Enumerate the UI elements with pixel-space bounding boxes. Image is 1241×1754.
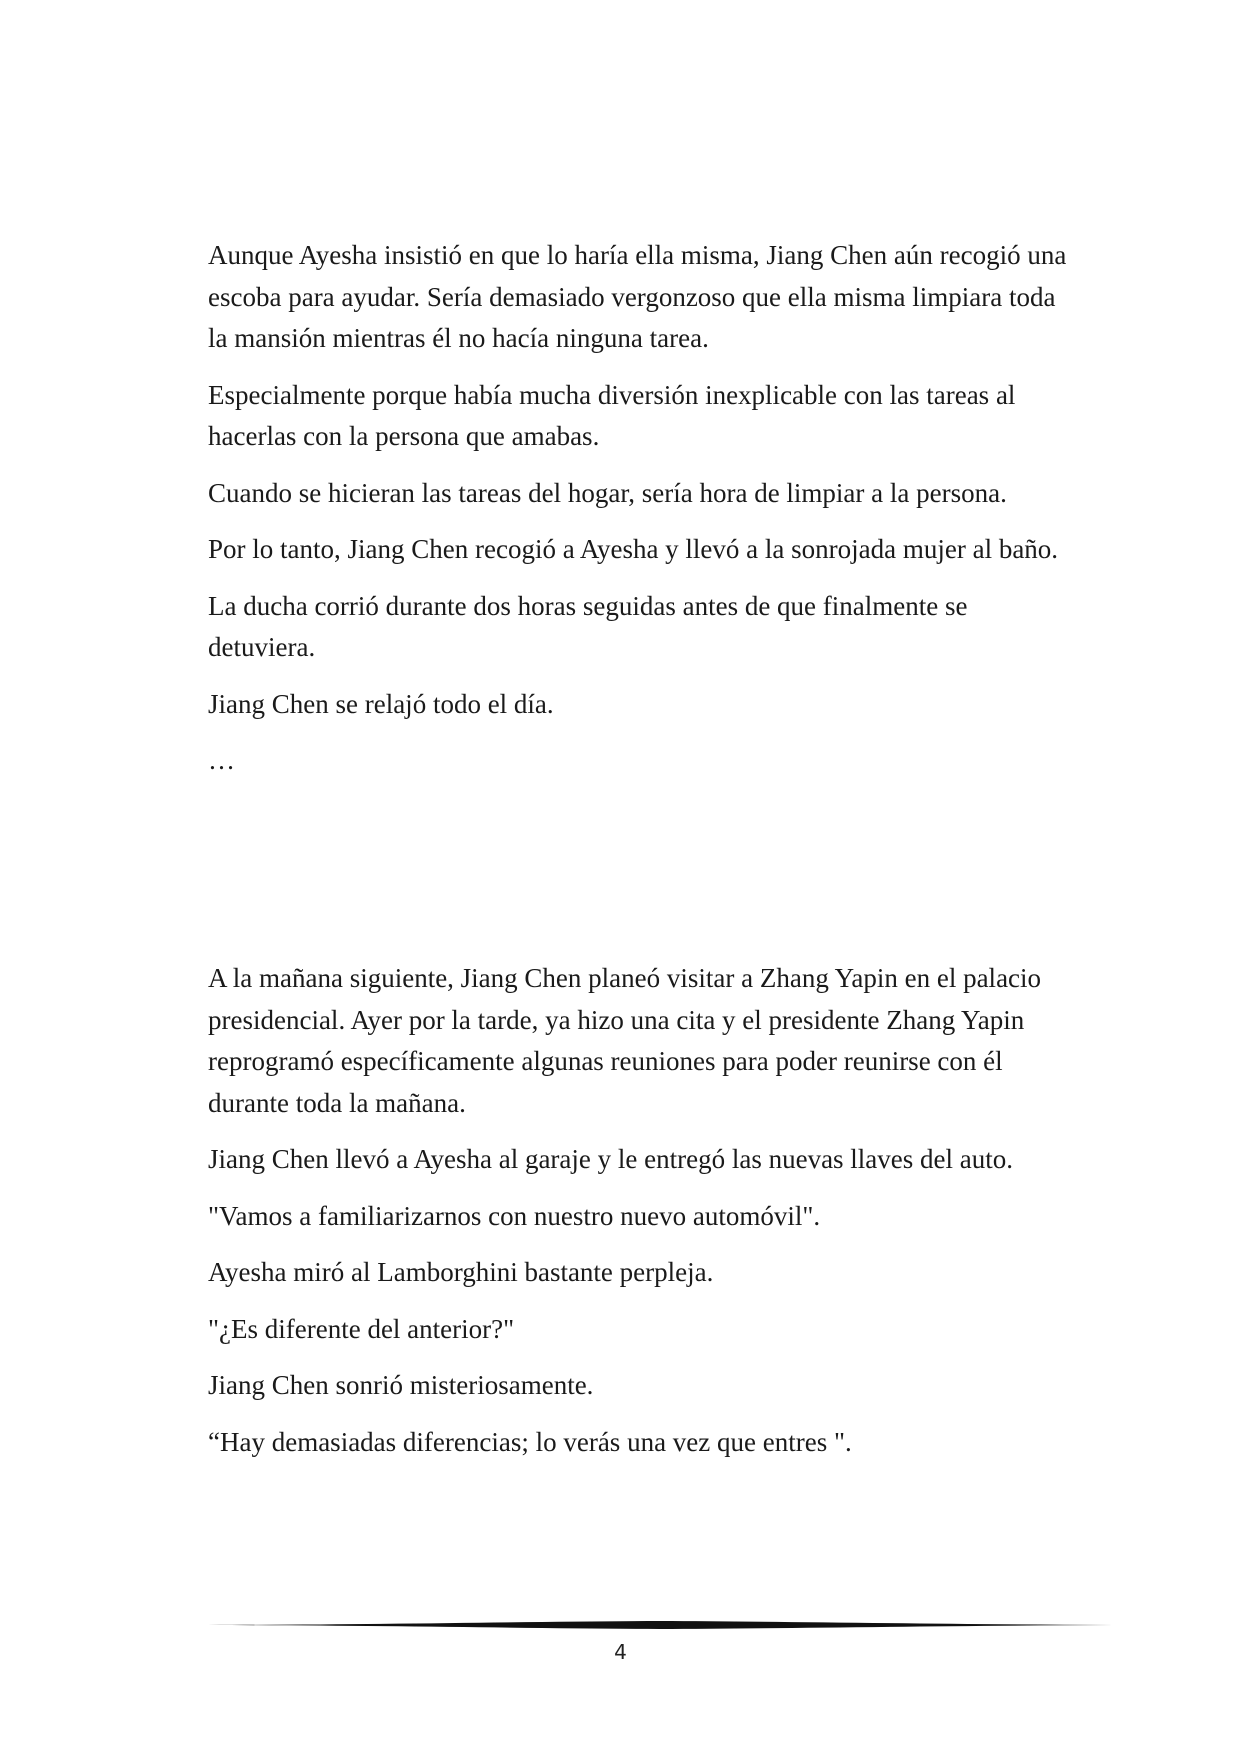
paragraph: Jiang Chen sonrió misteriosamente. [208, 1370, 594, 1400]
paragraph: Especialmente porque había mucha diversión inexplicable con las tareas al hacerlas con la persona que amabas. [208, 379, 1016, 451]
paragraph: La ducha corrió durante dos horas seguidas antes de que finalmente se detuviera. [208, 590, 968, 662]
paragraph: "Vamos a familiarizarnos con nuestro nuevo automóvil". [208, 1200, 821, 1231]
text-section-2 [208, 958, 1068, 1478]
paragraph: Cuando se hicieran las tareas del hogar, sería hora de limpiar a la persona. [208, 477, 1007, 508]
paragraph: "¿Es diferente del anterior?" [208, 1313, 515, 1344]
paragraph: A la mañana siguiente, Jiang Chen planeó visitar a Zhang Yapin en el palacio presidencial. Ayer por la tarde, ya hizo una cita y el presidente Zhang Yapin reprogramó específicamente algunas reuniones para poder reunirse con él durante toda la mañana. [208, 963, 1042, 1118]
paragraph: Aunque Ayesha insistió en que lo haría ella misma, Jiang Chen aún recogió una escoba para ayudar. Sería demasiado vergonzoso que ella misma limpiara toda la mansión mientras él no hacía ninguna tarea. [208, 240, 1067, 353]
text-section-1 [208, 235, 1068, 782]
page-number: 4 [614, 1640, 627, 1664]
paragraph: Ayesha miró al Lamborghini bastante perpleja. [208, 1257, 714, 1287]
paragraph: Jiang Chen llevó a Ayesha al garaje y le entregó las nuevas llaves del auto. [208, 1144, 1014, 1174]
paragraph: “Hay demasiadas diferencias; lo verás una vez que entres ". [208, 1426, 852, 1457]
paragraph: Por lo tanto, Jiang Chen recogió a Ayesha y llevó a la sonrojada mujer al baño. [208, 534, 1059, 564]
section-separator: … [208, 745, 235, 775]
paragraph: Jiang Chen se relajó todo el día. [208, 688, 554, 719]
footer-divider [208, 1618, 1113, 1632]
